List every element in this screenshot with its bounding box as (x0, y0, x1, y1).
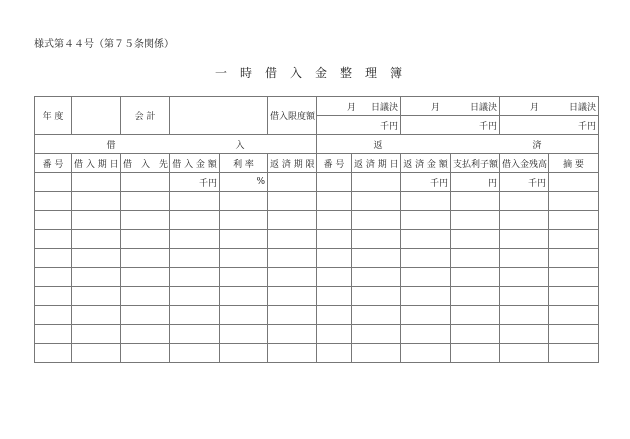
cell[interactable] (352, 173, 401, 192)
cell[interactable] (35, 344, 72, 363)
cell[interactable] (352, 306, 401, 325)
cell[interactable] (121, 344, 170, 363)
cell[interactable] (451, 268, 500, 287)
cell[interactable] (451, 192, 500, 211)
cell[interactable] (401, 325, 451, 344)
cell[interactable] (121, 211, 170, 230)
cell[interactable] (401, 306, 451, 325)
column-header: 利 率 (220, 154, 268, 173)
cell[interactable] (72, 306, 121, 325)
cell[interactable] (268, 287, 317, 306)
cell[interactable] (72, 287, 121, 306)
cell[interactable] (268, 249, 317, 268)
cell[interactable] (35, 192, 72, 211)
cell[interactable] (72, 230, 121, 249)
cell[interactable] (121, 325, 170, 344)
limit-label: 借入限度額 (268, 97, 317, 135)
cell[interactable] (352, 230, 401, 249)
column-header: 返 済 期 日 (352, 154, 401, 173)
cell[interactable] (121, 192, 170, 211)
cell[interactable] (72, 173, 121, 192)
account-label: 会 計 (121, 97, 170, 135)
cell[interactable] (500, 306, 549, 325)
cell[interactable] (401, 268, 451, 287)
cell[interactable] (500, 344, 549, 363)
cell[interactable] (549, 230, 599, 249)
cell[interactable] (352, 287, 401, 306)
cell[interactable] (170, 230, 220, 249)
cell[interactable] (121, 249, 170, 268)
cell[interactable] (220, 230, 268, 249)
column-header: 返 済 金 額 (401, 154, 451, 173)
cell[interactable] (220, 306, 268, 325)
limit-amount-3[interactable]: 千円 (500, 116, 599, 135)
cell[interactable] (451, 211, 500, 230)
loan-register-table (34, 96, 599, 363)
cell[interactable] (500, 230, 549, 249)
table-row (35, 306, 599, 325)
cell[interactable] (72, 344, 121, 363)
cell[interactable] (451, 325, 500, 344)
cell[interactable] (317, 249, 352, 268)
cell[interactable] (268, 192, 317, 211)
cell[interactable] (352, 344, 401, 363)
cell[interactable] (317, 173, 352, 192)
year-label: 年 度 (35, 97, 72, 135)
form-number: 様式第４４号（第７５条関係） (34, 39, 174, 50)
cell[interactable] (451, 344, 500, 363)
cell[interactable] (268, 268, 317, 287)
table-row (35, 230, 599, 249)
cell[interactable] (220, 325, 268, 344)
borrow-char: 借 (106, 140, 116, 151)
page-title: 一時借入金整理簿 (214, 66, 415, 80)
cell[interactable] (500, 325, 549, 344)
repay-char: 済 (532, 140, 542, 151)
cell[interactable] (170, 287, 220, 306)
cell[interactable] (401, 211, 451, 230)
table-row (35, 192, 599, 211)
column-header: 支払利子額 (451, 154, 500, 173)
repay-char: 返 (373, 140, 383, 151)
account-field[interactable] (170, 97, 268, 135)
column-header: 借 入 期 日 (72, 154, 121, 173)
cell[interactable] (220, 211, 268, 230)
cell[interactable] (72, 268, 121, 287)
cell[interactable] (170, 306, 220, 325)
cell[interactable] (549, 249, 599, 268)
cell[interactable] (451, 306, 500, 325)
year-field[interactable] (72, 97, 121, 135)
column-header: 番 号 (317, 154, 352, 173)
cell[interactable] (121, 268, 170, 287)
cell[interactable] (121, 306, 170, 325)
cell[interactable] (35, 173, 72, 192)
column-header: 摘 要 (549, 154, 599, 173)
cell[interactable] (500, 287, 549, 306)
column-header: 借 入 金 額 (170, 154, 220, 173)
cell[interactable] (72, 211, 121, 230)
cell[interactable] (317, 306, 352, 325)
repay-section-header (317, 135, 599, 154)
repay-amount-unit: 千円 (401, 173, 451, 192)
cell[interactable] (352, 268, 401, 287)
cell[interactable] (401, 192, 451, 211)
limit-amount-2[interactable]: 千円 (401, 116, 500, 135)
table-row (35, 344, 599, 363)
table-row (35, 211, 599, 230)
cell[interactable] (401, 249, 451, 268)
cell[interactable] (317, 211, 352, 230)
table-row (35, 287, 599, 306)
borrow-char: 入 (235, 140, 245, 151)
cell[interactable] (549, 306, 599, 325)
day-resolution-label: 日議決 (568, 102, 596, 113)
cell[interactable] (549, 344, 599, 363)
cell[interactable] (268, 325, 317, 344)
cell[interactable] (317, 325, 352, 344)
cell[interactable] (352, 192, 401, 211)
cell[interactable] (401, 287, 451, 306)
cell[interactable] (268, 211, 317, 230)
cell[interactable] (72, 249, 121, 268)
cell[interactable] (401, 230, 451, 249)
cell[interactable] (170, 211, 220, 230)
cell[interactable] (170, 268, 220, 287)
cell[interactable] (352, 325, 401, 344)
cell[interactable] (220, 287, 268, 306)
cell[interactable] (500, 192, 549, 211)
cell[interactable] (121, 173, 170, 192)
column-header: 返 済 期 限 (268, 154, 317, 173)
table-row (35, 268, 599, 287)
resolution-date-1[interactable] (317, 97, 401, 116)
day-resolution-label: 日議決 (469, 102, 497, 113)
cell[interactable] (451, 249, 500, 268)
cell[interactable] (317, 192, 352, 211)
month-label: 月 (530, 102, 540, 113)
cell[interactable] (35, 211, 72, 230)
month-label: 月 (347, 102, 357, 113)
cell[interactable] (451, 230, 500, 249)
cell[interactable] (35, 306, 72, 325)
cell[interactable] (268, 173, 317, 192)
table-row (35, 325, 599, 344)
cell[interactable] (352, 211, 401, 230)
cell[interactable] (220, 268, 268, 287)
cell[interactable] (549, 287, 599, 306)
column-header: 番 号 (35, 154, 72, 173)
cell[interactable] (500, 211, 549, 230)
cell[interactable] (220, 192, 268, 211)
table-row (35, 249, 599, 268)
day-resolution-label: 日議決 (370, 102, 398, 113)
month-label: 月 (431, 102, 441, 113)
cell[interactable] (268, 306, 317, 325)
cell[interactable] (317, 287, 352, 306)
cell[interactable] (35, 230, 72, 249)
cell[interactable] (549, 211, 599, 230)
cell[interactable] (170, 249, 220, 268)
cell[interactable] (35, 268, 72, 287)
cell[interactable] (35, 325, 72, 344)
cell[interactable] (72, 325, 121, 344)
cell[interactable] (500, 268, 549, 287)
resolution-date-3[interactable] (500, 97, 599, 116)
cell[interactable] (121, 230, 170, 249)
cell[interactable] (220, 249, 268, 268)
rate-unit: % (220, 173, 268, 192)
interest-unit: 円 (451, 173, 500, 192)
cell[interactable] (268, 344, 317, 363)
cell[interactable] (317, 344, 352, 363)
cell[interactable] (451, 287, 500, 306)
amount-unit: 千円 (170, 173, 220, 192)
cell[interactable] (170, 325, 220, 344)
cell[interactable] (500, 249, 549, 268)
cell[interactable] (268, 230, 317, 249)
cell[interactable] (121, 287, 170, 306)
cell[interactable] (317, 268, 352, 287)
cell[interactable] (549, 325, 599, 344)
balance-unit: 千円 (500, 173, 549, 192)
cell[interactable] (72, 192, 121, 211)
cell[interactable] (401, 344, 451, 363)
cell[interactable] (352, 249, 401, 268)
resolution-date-2[interactable] (401, 97, 500, 116)
cell[interactable] (220, 344, 268, 363)
cell[interactable] (317, 230, 352, 249)
cell[interactable] (35, 287, 72, 306)
column-header: 借入金残高 (500, 154, 549, 173)
cell[interactable] (170, 344, 220, 363)
cell[interactable] (35, 249, 72, 268)
cell[interactable] (549, 268, 599, 287)
limit-amount-1[interactable]: 千円 (317, 116, 401, 135)
borrow-section-header (35, 135, 317, 154)
cell[interactable] (549, 173, 599, 192)
cell[interactable] (170, 192, 220, 211)
column-header: 借 入 先 (121, 154, 170, 173)
cell[interactable] (549, 192, 599, 211)
